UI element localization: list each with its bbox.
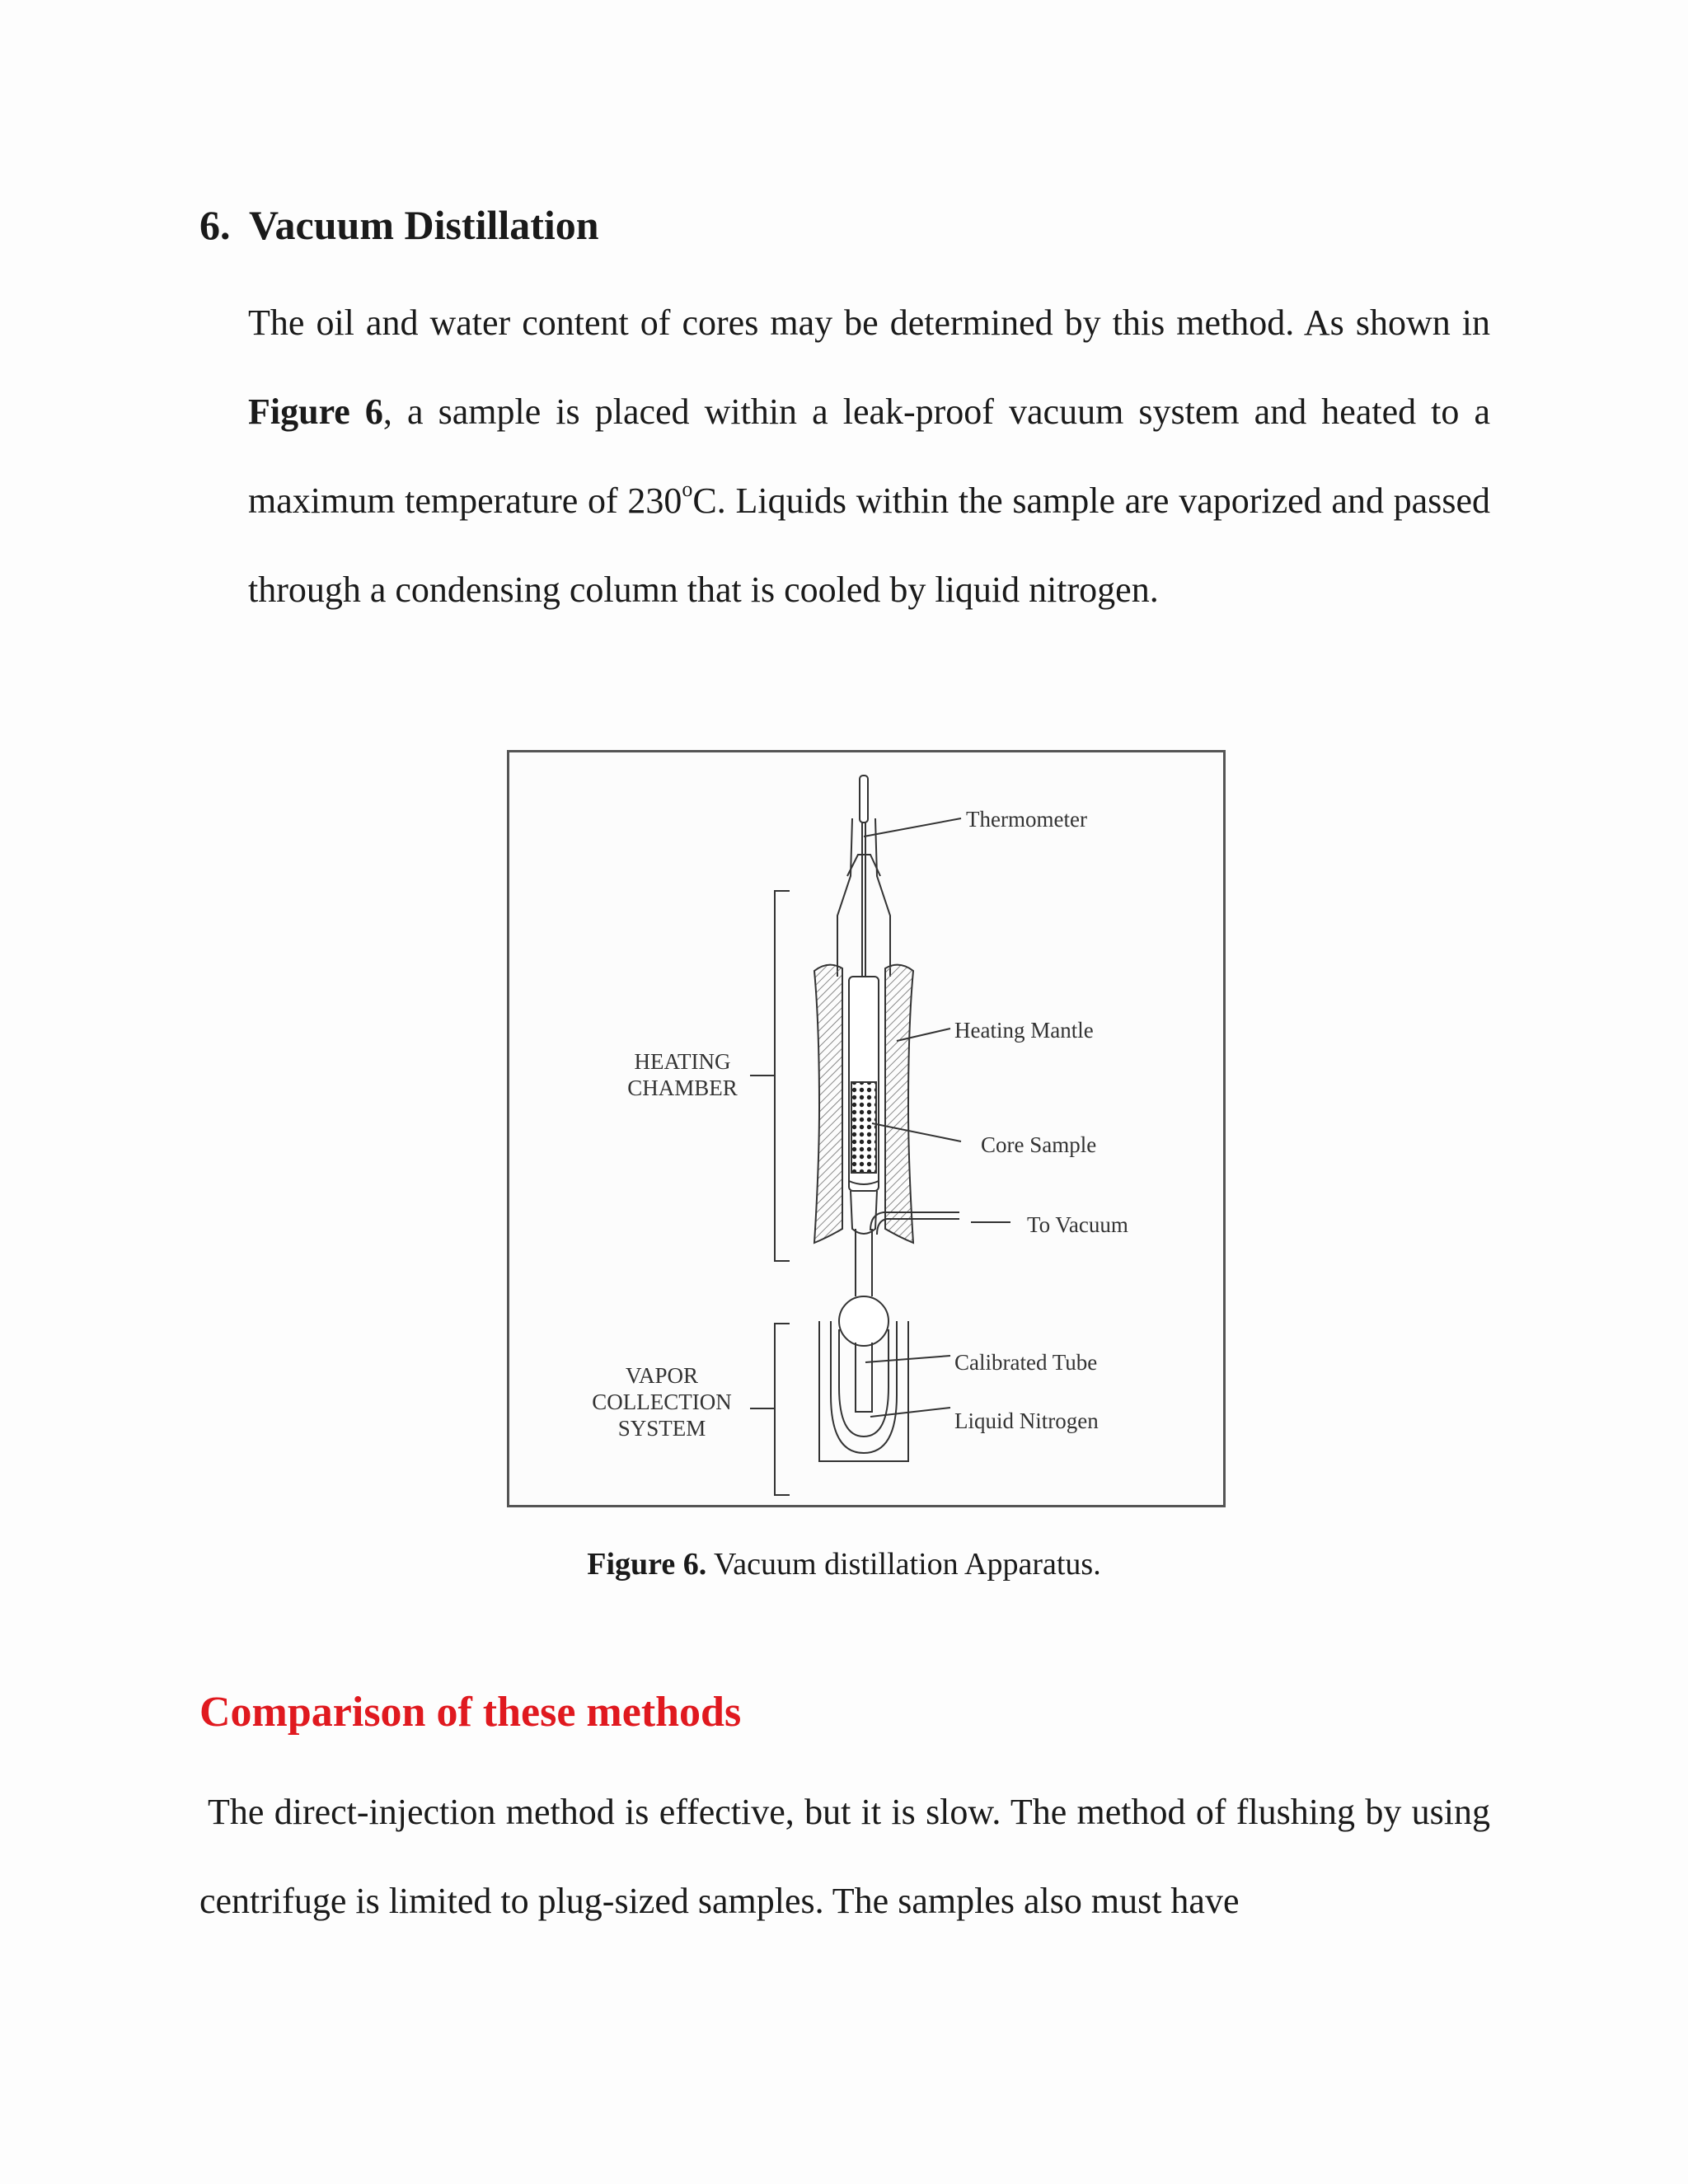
label-liquid-nitrogen: Liquid Nitrogen	[954, 1408, 1099, 1433]
label-calibrated-tube: Calibrated Tube	[954, 1350, 1098, 1375]
label-to-vacuum: To Vacuum	[1027, 1212, 1128, 1237]
label-vapor-3: SYSTEM	[617, 1416, 706, 1441]
thermometer-shape	[860, 776, 868, 823]
paragraph-text-1: The oil and water content of cores may be determined by this method. As shown in	[248, 302, 1490, 343]
comparison-text: The direct-injection method is effective, but it is slow. The method of flushing by using centrifuge is limited to plug-sized samples. The samples also must have	[199, 1792, 1490, 1921]
label-thermometer: Thermometer	[966, 807, 1087, 832]
comparison-heading: Comparison of these methods	[199, 1689, 742, 1736]
section-heading	[199, 196, 599, 254]
paragraph-comparison	[199, 1768, 1490, 1946]
figure-reference: Figure 6	[248, 391, 383, 432]
heating-mantle-shape	[814, 965, 842, 1243]
label-heating-chamber-1: HEATING	[634, 1049, 731, 1074]
label-vapor-1: VAPOR	[625, 1363, 699, 1388]
degree-symbol: o	[682, 477, 693, 502]
paragraph-text-3: C. Liquids within the sample are vaporized and passed through a condensing column that is cooled by liquid nitrogen.	[248, 480, 1490, 610]
paragraph-text-2: , a sample is placed within a leak-proof vacuum system and heated to a maximum temperature of 230	[248, 391, 1490, 521]
caption-label: Figure 6.	[587, 1547, 707, 1582]
core-sample-shape	[851, 1082, 876, 1173]
label-heating-chamber-2: CHAMBER	[627, 1076, 738, 1100]
label-vapor-2: COLLECTION	[592, 1390, 732, 1414]
section-title: Vacuum Distillation	[249, 202, 599, 248]
paragraph-vacuum-distillation	[248, 279, 1490, 635]
label-heating-mantle: Heating Mantle	[954, 1018, 1094, 1043]
label-core-sample: Core Sample	[981, 1132, 1097, 1157]
caption-text: Vacuum distillation Apparatus.	[706, 1547, 1101, 1582]
section-number: 6.	[199, 202, 231, 248]
heating-chamber-bracket	[775, 891, 790, 1261]
figure-vacuum-distillation	[507, 750, 1226, 1507]
figure-caption	[0, 1540, 1688, 1589]
apparatus-diagram	[509, 752, 1223, 1505]
vapor-collection-bracket	[775, 1324, 790, 1495]
